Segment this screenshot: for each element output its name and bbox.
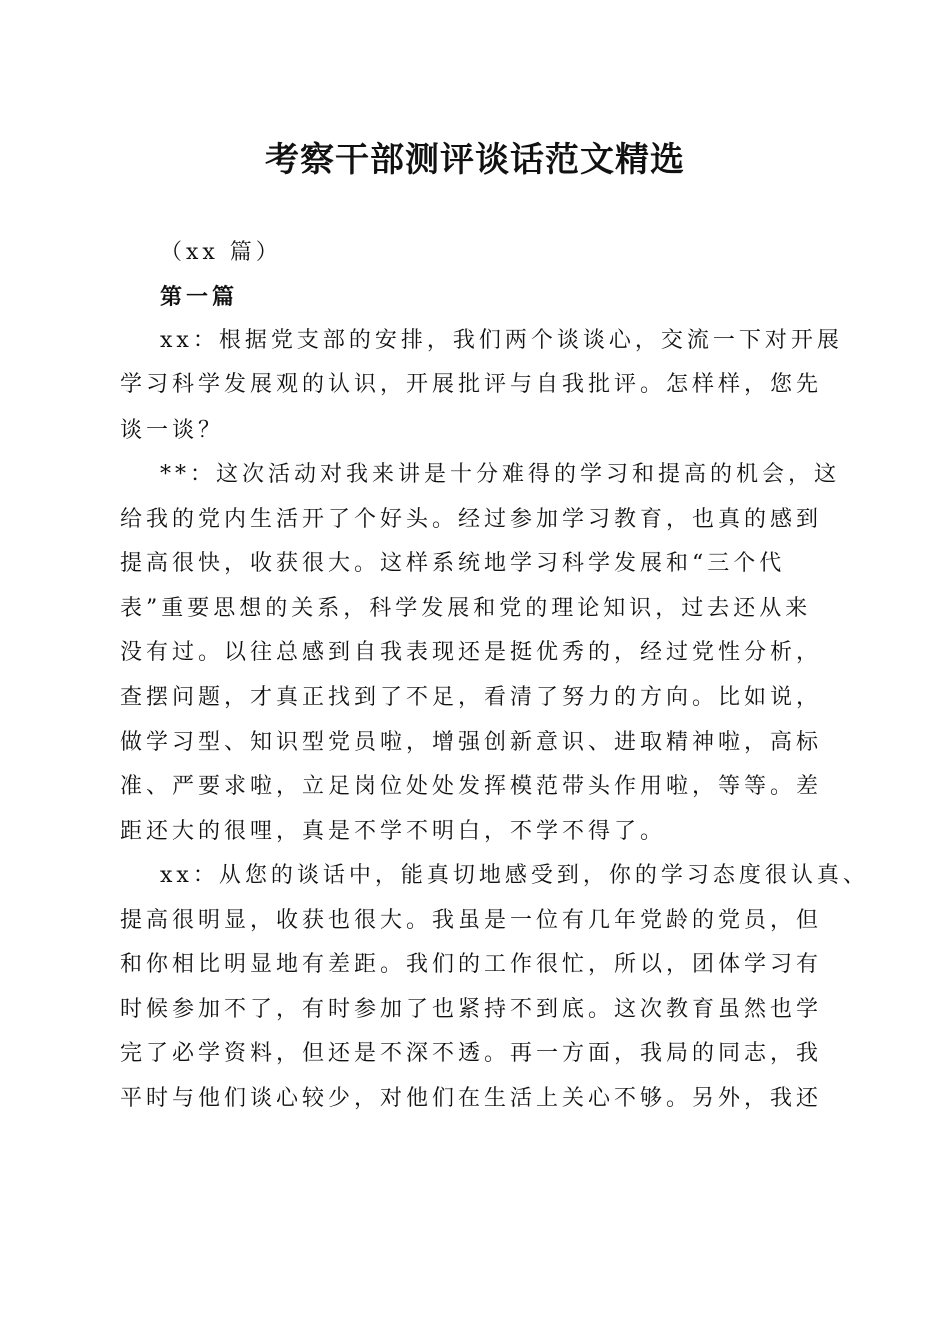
paragraph-line: 准、严要求啦，立足岗位处处发挥模范带头作用啦，等等。差 [120, 774, 823, 799]
paragraph-line: 表”重要思想的关系，科学发展和党的理论知识，过去还从来 [120, 596, 812, 621]
paragraph-line: 学习科学发展观的认识，开展批评与自我批评。怎样样，您先 [120, 372, 823, 397]
paragraph-line: 谈一谈？ [120, 418, 225, 443]
paragraph-line: **：这次活动对我来讲是十分难得的学习和提高的机会，这 [160, 462, 841, 487]
paragraph-line: xx：从您的谈话中，能真切地感受到，你的学习态度很认真、 [160, 863, 869, 888]
paragraph-line: 没有过。以往总感到自我表现还是挺优秀的，经过党性分析， [120, 640, 823, 665]
paragraph-line: xx：根据党支部的安排，我们两个谈谈心，交流一下对开展 [160, 328, 843, 353]
paragraph-line: 平时与他们谈心较少，对他们在生活上关心不够。另外，我还 [120, 1086, 823, 1111]
subtitle: （xx 篇） [160, 240, 282, 265]
page-title: 考察干部测评谈话范文精选 [265, 140, 685, 180]
paragraph-line: 提高很明显，收获也很大。我虽是一位有几年党龄的党员，但 [120, 908, 823, 933]
paragraph-line: 完了必学资料，但还是不深不透。再一方面，我局的同志，我 [120, 1041, 823, 1066]
paragraph-line: 提高很快，收获很大。这样系统地学习科学发展和“三个代 [120, 551, 786, 576]
section-heading: 第一篇 [160, 284, 239, 310]
paragraph-line: 给我的党内生活开了个好头。经过参加学习教育，也真的感到 [120, 507, 823, 532]
paragraph-line: 查摆问题，才真正找到了不足，看清了努力的方向。比如说， [120, 685, 823, 710]
paragraph-line: 做学习型、知识型党员啦，增强创新意识、进取精神啦，高标 [120, 730, 823, 755]
paragraph-line: 距还大的很哩，真是不学不明白，不学不得了。 [120, 819, 667, 844]
paragraph-line: 和你相比明显地有差距。我们的工作很忙，所以，团体学习有 [120, 952, 823, 977]
paragraph-line: 时候参加不了，有时参加了也紧持不到底。这次教育虽然也学 [120, 997, 823, 1022]
